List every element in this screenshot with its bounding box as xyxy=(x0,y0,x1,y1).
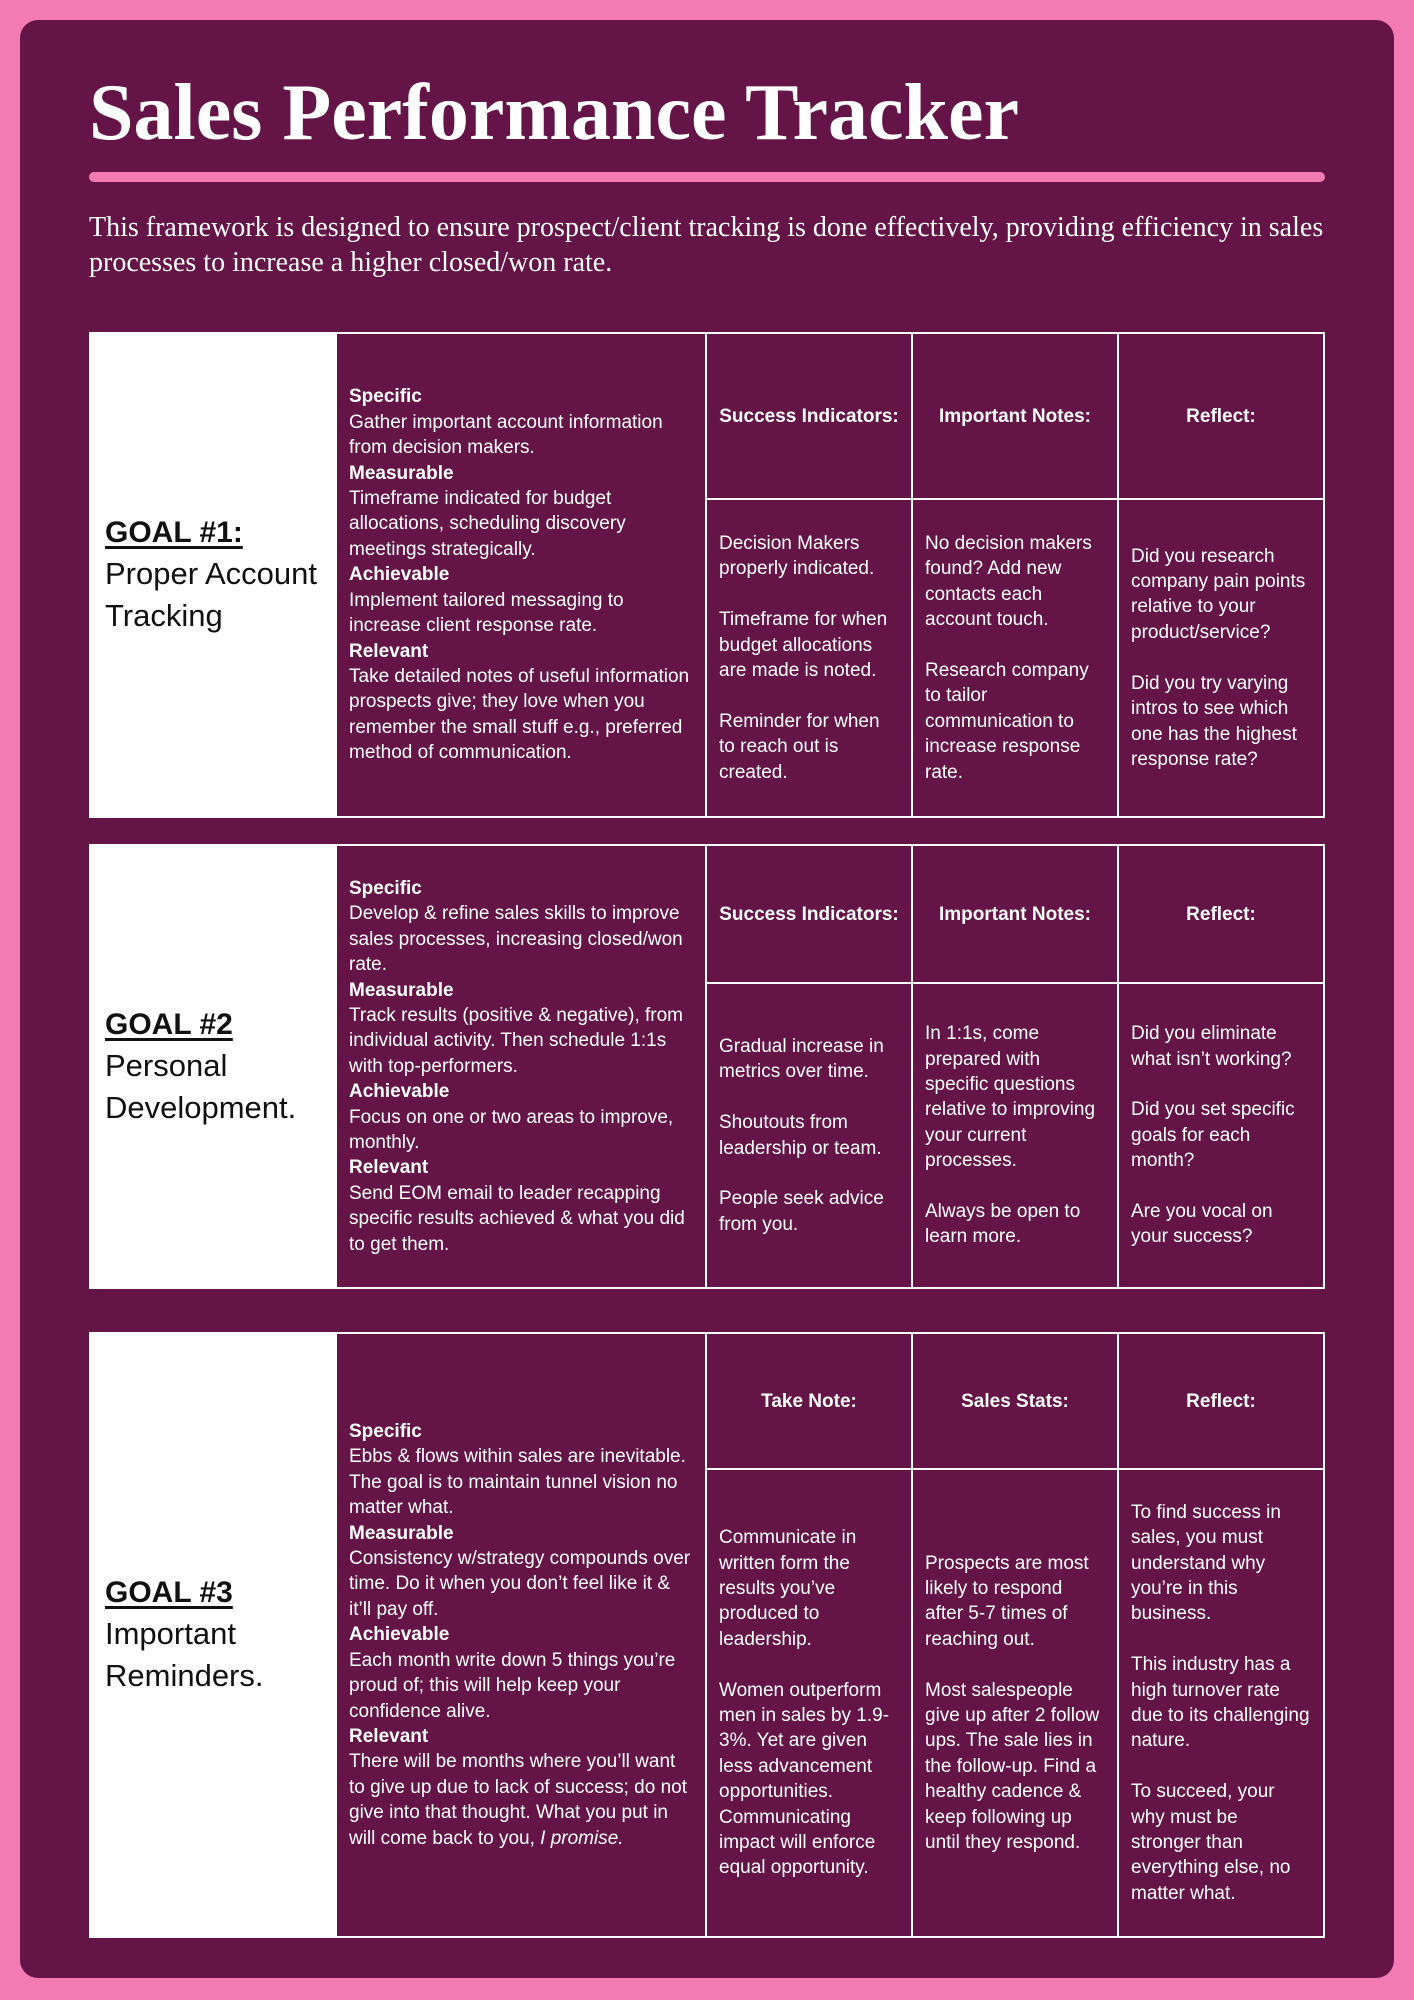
goal-3-number: GOAL #3 xyxy=(105,1576,233,1609)
column-paragraph: Research company to tailor communication to increase response rate. xyxy=(925,659,1089,783)
column-body xyxy=(707,500,911,816)
column-paragraph: Timeframe for when budget allocations are made is noted. xyxy=(719,609,888,681)
column-header: Success Indicators: xyxy=(707,846,911,984)
column-paragraph: To find success in sales, you must understand why you’re in this business. xyxy=(1131,1501,1281,1625)
column-body xyxy=(913,1470,1117,1936)
column-body xyxy=(1119,984,1323,1287)
title-divider xyxy=(89,172,1325,182)
specific-text: Gather important account information from decision makers. xyxy=(349,411,663,459)
relevant-text: Send EOM email to leader recapping specific results achieved & what you did to get them. xyxy=(349,1182,685,1255)
column-paragraph: Prospects are most likely to respond after 5-7 times of reaching out. xyxy=(925,1552,1089,1650)
column-body xyxy=(707,984,911,1287)
column-header: Important Notes: xyxy=(913,334,1117,500)
column-body xyxy=(707,1470,911,1936)
relevant-heading: Relevant xyxy=(349,640,429,662)
specific-text: Ebbs & flows within sales are inevitable. The goal is to maintain tunnel vision no matter what. xyxy=(349,1446,686,1519)
column-paragraph: In 1:1s, come prepared with specific questions relative to improving your current processes. xyxy=(925,1023,1096,1172)
relevant-heading: Relevant xyxy=(349,1157,429,1179)
measurable-heading: Measurable xyxy=(349,1522,454,1544)
relevant-text: Take detailed notes of useful information prospects give; they love when you remember the small stuff e.g., preferred method of communication. xyxy=(349,665,690,764)
goal-2-number: GOAL #2 xyxy=(105,1007,233,1041)
achievable-text: Focus on one or two areas to improve, monthly. xyxy=(349,1106,674,1154)
measurable-text: Track results (positive & negative), from individual activity. Then schedule 1:1s with top-performers. xyxy=(349,1004,684,1077)
column-paragraph: Gradual increase in metrics over time. xyxy=(719,1035,884,1083)
goal-3-label xyxy=(91,1334,337,1936)
relevant-emphasis: I promise. xyxy=(540,1827,624,1849)
measurable-heading: Measurable xyxy=(349,979,454,1001)
goal-2-label xyxy=(91,846,337,1287)
column-body xyxy=(913,984,1117,1287)
goal-2-col-1 xyxy=(707,846,913,1287)
specific-text: Develop & refine sales skills to improve sales processes, increasing closed/won rate. xyxy=(349,903,683,976)
goal-3-table xyxy=(89,1332,1325,1938)
column-paragraph: Reminder for when to reach out is created. xyxy=(719,710,880,783)
goal-2-name: Personal Development. xyxy=(105,1047,297,1125)
column-paragraph: Decision Makers properly indicated. xyxy=(719,532,875,580)
column-paragraph: People seek advice from you. xyxy=(719,1188,884,1235)
measurable-text: Timeframe indicated for budget allocations, scheduling discovery meetings strategically. xyxy=(349,488,626,560)
relevant-paragraph xyxy=(349,1749,693,1851)
column-body xyxy=(1119,1470,1323,1936)
achievable-heading: Achievable xyxy=(349,1081,450,1103)
goal-1-smart xyxy=(337,334,707,816)
measurable-heading: Measurable xyxy=(349,462,454,484)
column-header: Reflect: xyxy=(1119,334,1323,500)
column-paragraph: Always be open to learn more. xyxy=(925,1201,1081,1248)
column-header: Success Indicators: xyxy=(707,334,911,500)
column-paragraph: This industry has a high turnover rate due to its challenging nature. xyxy=(1131,1654,1310,1752)
goal-1-col-2 xyxy=(913,334,1119,816)
goal-3-name: Important Reminders. xyxy=(105,1616,264,1693)
column-header: Important Notes: xyxy=(913,846,1117,984)
goal-1-label xyxy=(91,334,337,816)
intro-text: This framework is designed to ensure prospect/client tracking is done effectively, providing efficiency in sales processes to increase a higher closed/won rate. xyxy=(89,212,1324,278)
column-header: Reflect: xyxy=(1119,1334,1323,1470)
achievable-heading: Achievable xyxy=(349,564,450,586)
goal-1-name: Proper Account Tracking xyxy=(105,556,317,633)
column-paragraph: Did you eliminate what isn’t working? xyxy=(1131,1023,1292,1070)
goal-2-smart xyxy=(337,846,707,1287)
achievable-heading: Achievable xyxy=(349,1624,450,1646)
specific-heading: Specific xyxy=(349,877,422,899)
goal-1-number: GOAL #1: xyxy=(105,516,243,549)
column-paragraph: No decision makers found? Add new contacts each account touch. xyxy=(925,532,1092,631)
column-paragraph: Most salespeople give up after 2 follow ups. The sale lies in the follow-up. Find a healthy cadence & keep following up until they respond. xyxy=(925,1679,1100,1854)
page-title: Sales Performance Tracker xyxy=(89,69,1020,157)
goal-3-smart xyxy=(337,1334,707,1936)
goal-2-col-3 xyxy=(1119,846,1323,1287)
goal-3-col-3 xyxy=(1119,1334,1323,1936)
column-paragraph: Did you research company pain points relative to your product/service? xyxy=(1131,545,1306,643)
goal-1-col-1 xyxy=(707,334,913,816)
goal-3-col-2 xyxy=(913,1334,1119,1936)
specific-heading: Specific xyxy=(349,1421,422,1443)
column-header: Take Note: xyxy=(707,1334,911,1470)
relevant-heading: Relevant xyxy=(349,1725,429,1747)
goal-1-table xyxy=(89,332,1325,818)
goal-1-col-3 xyxy=(1119,334,1323,816)
goal-2-col-2 xyxy=(913,846,1119,1287)
column-paragraph: Communicate in written form the results you’ve produced to leadership. xyxy=(719,1527,857,1650)
achievable-text: Implement tailored messaging to increase client response rate. xyxy=(349,589,624,637)
column-paragraph: Shoutouts from leadership or team. xyxy=(719,1112,882,1159)
column-header: Sales Stats: xyxy=(913,1334,1117,1470)
column-body xyxy=(1119,500,1323,816)
column-header: Reflect: xyxy=(1119,846,1323,984)
column-paragraph: Did you try varying intros to see which one has the highest response rate? xyxy=(1131,672,1297,770)
goal-3-col-1 xyxy=(707,1334,913,1936)
column-paragraph: To succeed, your why must be stronger than everything else, no matter what. xyxy=(1131,1781,1291,1904)
column-paragraph: Women outperform men in sales by 1.9-3%. Yet are given less advancement opportunities. Communicating impact will enforce equal opportunity. xyxy=(719,1679,890,1879)
achievable-text: Each month write down 5 things you’re proud of; this will help keep your confidence alive. xyxy=(349,1649,676,1722)
column-body xyxy=(913,500,1117,816)
relevant-text: There will be months where you’ll want to give up due to lack of success; do not give into that thought. What you put in will come back to you, xyxy=(349,1751,687,1849)
specific-heading: Specific xyxy=(349,386,422,408)
column-paragraph: Are you vocal on your success? xyxy=(1131,1201,1273,1248)
column-paragraph: Did you set specific goals for each month? xyxy=(1131,1099,1295,1172)
goal-2-table xyxy=(89,844,1325,1289)
measurable-text: Consistency w/strategy compounds over time. Do it when you don’t feel like it & it’ll pay off. xyxy=(349,1548,691,1620)
